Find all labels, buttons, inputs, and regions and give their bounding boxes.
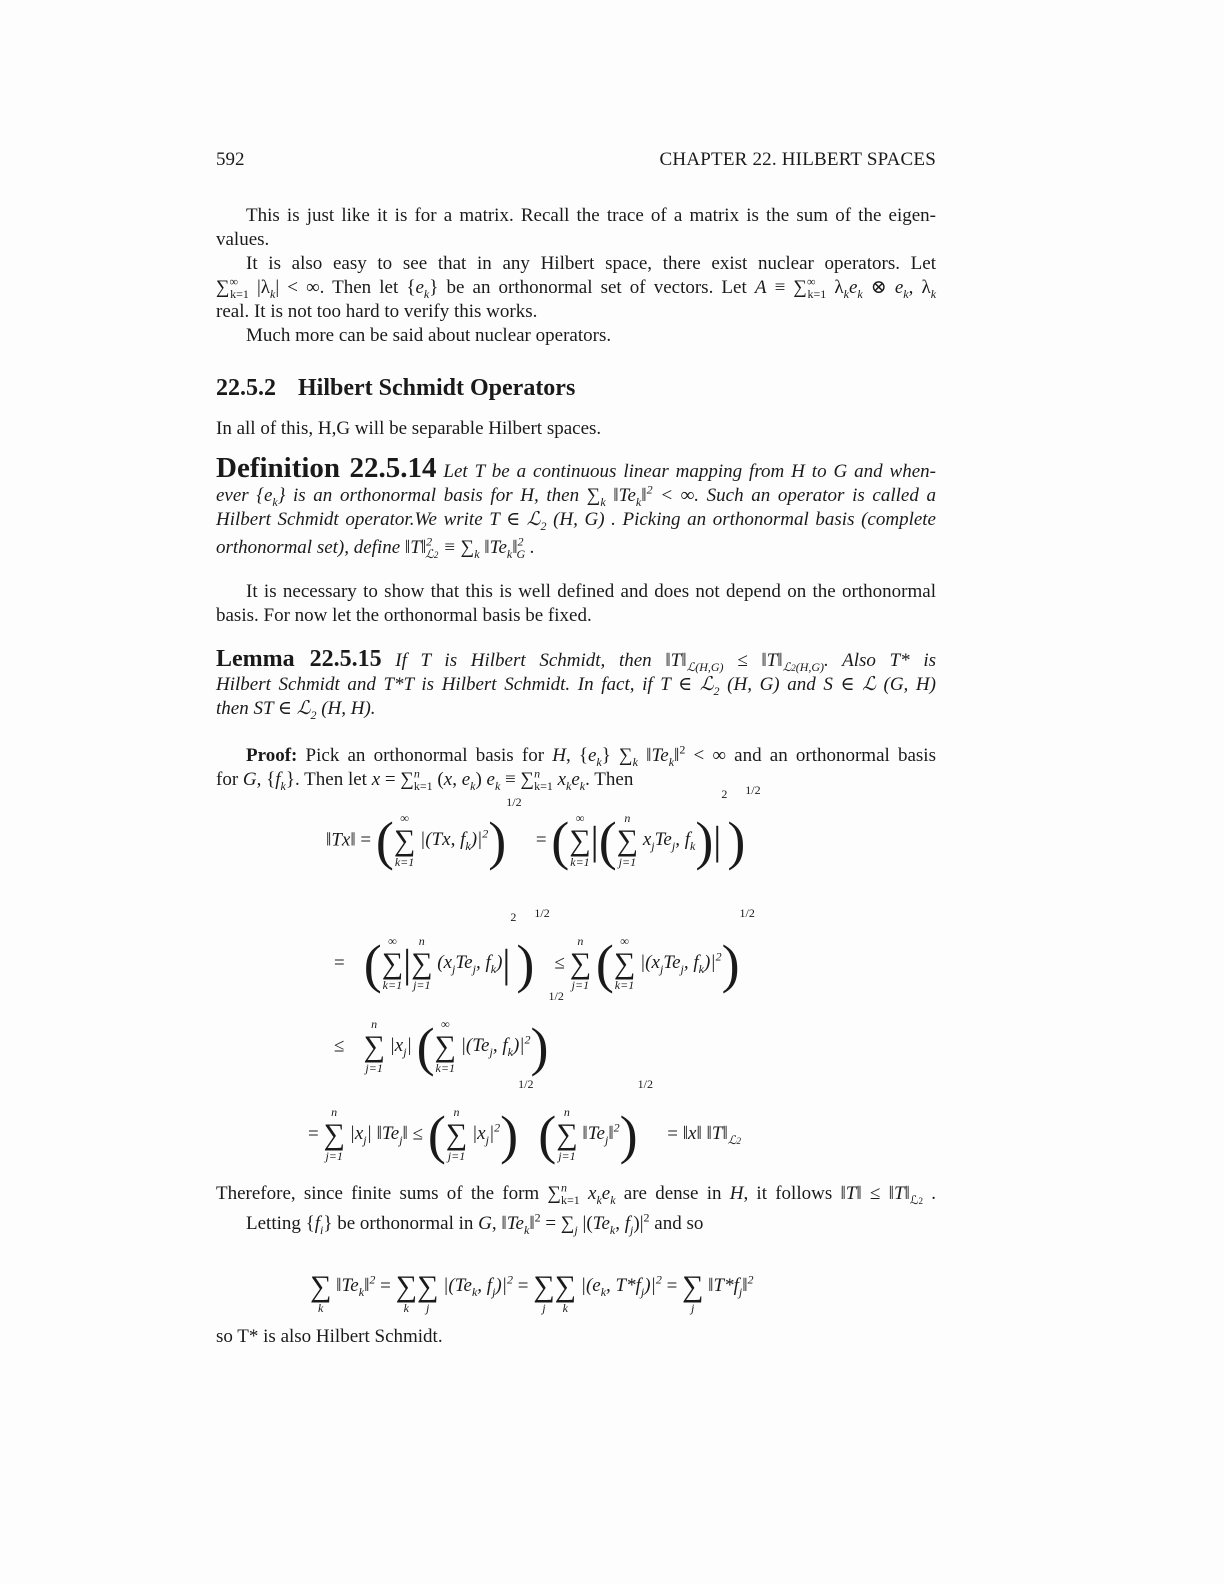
paragraph-trace-line1: This is just like it is for a matrix. Recall the trace of a matrix is the sum of the eigen- bbox=[246, 205, 936, 226]
proof-closing bbox=[216, 1325, 936, 1349]
proof-label: Proof: bbox=[246, 745, 298, 766]
paragraph-trace bbox=[216, 204, 936, 252]
definition-line2: ever $\{e_k\}$ is an orthonormal basis for H, then $\sum_k$ $‖Te_k‖^2$ < ∞. Such an operator is called a bbox=[216, 482, 937, 509]
paragraph-nuclear-line2: $\sum^\infty_{k=1}$ $|\lambda_k|$ < ∞. Then let $\{e_k\}$ be an orthonormal set of vectors. Let $A \equiv \sum^\infty_{k=1}$ $\lambda_ke_k$ ⊗ $e_k$, $\lambda_k$ bbox=[216, 274, 937, 301]
definition-block bbox=[216, 452, 937, 561]
chapter-title: CHAPTER 22. HILBERT SPACES bbox=[659, 149, 936, 170]
section-title: Hilbert Schmidt Operators bbox=[298, 375, 576, 401]
lemma-heading: Lemma 22.5.15 bbox=[216, 646, 382, 672]
paragraph-more-text: Much more can be said about nuclear operators. bbox=[246, 325, 612, 346]
section-intro-text: In all of this, H,G will be separable Hilbert spaces. bbox=[216, 418, 602, 439]
paragraph-more bbox=[216, 324, 936, 348]
paragraph-nuclear-line3: real. It is not too hard to verify this works. bbox=[216, 301, 538, 322]
section-intro bbox=[216, 417, 936, 441]
proof-line1: Proof: Pick an orthonormal basis for H, $\{e_k\}$ $\sum_k$ $‖Te_k‖^2$ < ∞ and an orthonormal basis bbox=[246, 742, 936, 769]
definition-line4: orthonormal set), define ‖T‖$^2_{ℒ2}$ ≡ $\sum_k$ $‖Te_k‖^2_G$ . bbox=[216, 534, 535, 561]
proof-closing-text: so T* is also Hilbert Schmidt. bbox=[216, 1326, 443, 1347]
equation-cauchy-schwarz: = n ∑ j=1 $|x_j|$ $‖Te_j‖$ ≤ ( n ∑ j=1 $|x_j|^2)1/2$ ( n ∑ j=1 $‖Te_j‖^2)1/2$ = ‖x‖ $‖T‖_{ℒ2}$ bbox=[308, 1077, 741, 1165]
section-number: 22.5.2 bbox=[216, 375, 276, 401]
proof-opening bbox=[216, 744, 936, 792]
definition-heading: Definition 22.5.14 bbox=[216, 452, 437, 484]
equation-norm-tx: ‖Tx‖ = ( ∞ ∑ k=1 |(Tx, $f_k)|^2)1/2$ = ( ∞ ∑ k=1 |( n ∑ j=1 $x_jTe_j$, $f_k)|2)1/2$ bbox=[326, 783, 761, 871]
equation-bound: ≤ n ∑ j=1 $|x_j|$ ( ∞ ∑ k=1 $|(Te_j$, $f_k)|^2)1/2$ bbox=[334, 989, 564, 1077]
lemma-line3: then ST ∈ ℒ$_2$ (H, H). bbox=[216, 698, 376, 722]
proof-therefore-text: Therefore, since finite sums of the form bbox=[216, 1183, 540, 1204]
equation-triangle: = ( ∞ ∑ k=1 | n ∑ j=1 ($x_jTe_j$, $f_k)|2)1/2$ ≤ n ∑ j=1 ( ∞ ∑ k=1 $|(x_jTe_j$, $f_k)|^2)1/2$ bbox=[334, 906, 755, 994]
proof-line2: for G, $\{f_k\}$. Then let x = ∑$^n_{k=1}$ (x, $e_k$) $e_k \equiv \sum^n_{k=1}$ $x_ke_k$. Then bbox=[216, 766, 634, 793]
equation-adjoint: ∑ k $‖Te_k‖^2$ = ∑ k ∑ j $|(Te_k$, $f_j)|^2$ = ∑ j ∑ k $|(e_k$, $T*f_j)|^2$ = ∑ j $‖T*f_j‖^2$ bbox=[310, 1270, 754, 1315]
proof-letting-line: Letting $\{f_i\}$ be orthonormal in G, $‖Te_k‖^2 = \sum_j$ $|(Te_k$, $f_j)|^2$ and so bbox=[246, 1210, 704, 1237]
proof-therefore bbox=[216, 1182, 936, 1236]
definition-followup bbox=[216, 580, 936, 628]
paragraph-trace-line2: values. bbox=[216, 229, 270, 250]
definition-followup-text: It is necessary to show that this is well defined and does not depend on the orthonormal basis. For now let the orthonormal basis be fixed. bbox=[216, 581, 936, 626]
definition-line3: Hilbert Schmidt operator.We write T ∈ ℒ$_2$ (H, G) . Picking an orthonormal basis (complete bbox=[216, 509, 936, 533]
lemma-line2: Hilbert Schmidt and T*T is Hilbert Schmidt. In fact, if T ∈ ℒ$_2$ (H, G) and S ∈ ℒ (G, H) bbox=[216, 674, 936, 698]
paragraph-nuclear bbox=[216, 252, 936, 324]
paragraph-nuclear-line1: It is also easy to see that in any Hilbert space, there exist nuclear operators. Let bbox=[246, 253, 936, 274]
lemma-line1: Lemma 22.5.15 If T is Hilbert Schmidt, then $‖T‖_{ℒ(H,G)}$ ≤ $‖T‖_{ℒ2(H,G)}$. Also T* is bbox=[216, 646, 936, 674]
lemma-block bbox=[216, 647, 936, 721]
page-number: 592 bbox=[216, 149, 245, 170]
section-heading bbox=[216, 376, 575, 400]
definition-line1: Definition 22.5.14 Let T be a continuous linear mapping from H to G and when- bbox=[216, 452, 936, 484]
proof-therefore-line: Therefore, since finite sums of the form ∑$^n_{k=1}$ $x_ke_k$ are dense in H, it follows ‖T‖ ≤ $‖T‖_{ℒ2}$ . bbox=[216, 1180, 936, 1207]
